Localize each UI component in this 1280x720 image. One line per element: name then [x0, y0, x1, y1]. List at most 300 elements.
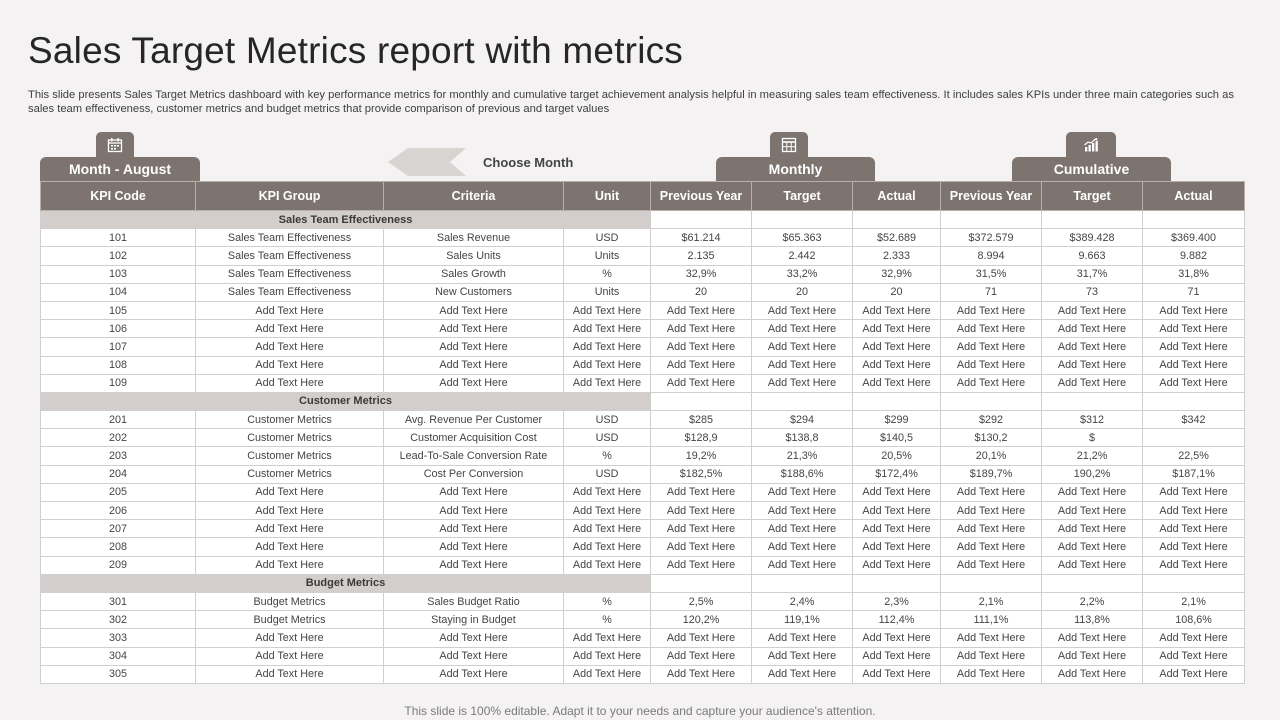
col-header-monthly-target: Target [752, 182, 853, 211]
table-cell: Add Text Here [196, 338, 384, 356]
table-cell: $372.579 [941, 229, 1042, 247]
table-body [41, 211, 1245, 684]
table-cell: Add Text Here [1143, 520, 1245, 538]
table-cell: Sales Team Effectiveness [196, 265, 384, 283]
table-cell: Budget Metrics [196, 592, 384, 610]
section-row [41, 574, 1245, 592]
table-cell: Add Text Here [1143, 665, 1245, 683]
table-cell: Add Text Here [853, 629, 941, 647]
table-cell: Add Text Here [853, 374, 941, 392]
table-cell: Add Text Here [384, 538, 564, 556]
table-cell: Budget Metrics [196, 611, 384, 629]
table-cell: Add Text Here [1143, 647, 1245, 665]
section-empty-cell [651, 211, 752, 229]
table-cell: Add Text Here [941, 629, 1042, 647]
table-cell: $138,8 [752, 429, 853, 447]
section-label: Customer Metrics [41, 392, 651, 410]
table-cell: Add Text Here [384, 556, 564, 574]
table-cell: 304 [41, 647, 196, 665]
table-cell: $130,2 [941, 429, 1042, 447]
table-cell: 31,5% [941, 265, 1042, 283]
table-cell: 207 [41, 520, 196, 538]
table-cell: 2.333 [853, 247, 941, 265]
table-cell: $187,1% [1143, 465, 1245, 483]
section-empty-cell [853, 574, 941, 592]
table-cell: Sales Units [384, 247, 564, 265]
table-row [41, 483, 1245, 501]
table-cell: Add Text Here [853, 502, 941, 520]
table-cell: 106 [41, 320, 196, 338]
table-cell: 105 [41, 301, 196, 319]
table-cell: $189,7% [941, 465, 1042, 483]
tab-cumulative[interactable]: Cumulative [1012, 157, 1171, 181]
table-cell: Add Text Here [1042, 502, 1143, 520]
table-cell: Add Text Here [651, 338, 752, 356]
table-cell: 20,5% [853, 447, 941, 465]
table-cell: 205 [41, 483, 196, 501]
table-cell: 31,7% [1042, 265, 1143, 283]
section-empty-cell [752, 211, 853, 229]
table-row [41, 265, 1245, 283]
table-cell: % [564, 592, 651, 610]
table-cell: 302 [41, 611, 196, 629]
table-cell: Add Text Here [384, 374, 564, 392]
table-cell: $61.214 [651, 229, 752, 247]
table-row [41, 374, 1245, 392]
table-cell: Add Text Here [651, 629, 752, 647]
table-cell: Add Text Here [196, 556, 384, 574]
section-empty-cell [1042, 211, 1143, 229]
table-cell: 303 [41, 629, 196, 647]
table-cell: 103 [41, 265, 196, 283]
table-cell: 19,2% [651, 447, 752, 465]
table-row [41, 556, 1245, 574]
table-cell: Add Text Here [564, 356, 651, 374]
section-empty-cell [752, 574, 853, 592]
section-label: Sales Team Effectiveness [41, 211, 651, 229]
table-row [41, 629, 1245, 647]
table-cell: Sales Revenue [384, 229, 564, 247]
table-cell: Add Text Here [196, 647, 384, 665]
table-row [41, 356, 1245, 374]
col-header-kpi-group: KPI Group [196, 182, 384, 211]
table-cell: Add Text Here [651, 320, 752, 338]
table-cell: Add Text Here [941, 538, 1042, 556]
table-cell: Add Text Here [196, 301, 384, 319]
table-cell: Add Text Here [752, 483, 853, 501]
table-cell: Add Text Here [564, 629, 651, 647]
table-cell: Add Text Here [853, 301, 941, 319]
table-cell: Add Text Here [752, 647, 853, 665]
table-cell: USD [564, 465, 651, 483]
table-cell: $128,9 [651, 429, 752, 447]
table-cell: Add Text Here [651, 502, 752, 520]
table-cell: Add Text Here [853, 338, 941, 356]
table-cell: Add Text Here [651, 520, 752, 538]
table-cell: Add Text Here [196, 520, 384, 538]
table-cell: Add Text Here [1143, 301, 1245, 319]
table-cell: 201 [41, 411, 196, 429]
table-cell: Add Text Here [651, 556, 752, 574]
table-cell: Add Text Here [564, 665, 651, 683]
table-cell: Add Text Here [1042, 301, 1143, 319]
table-cell: Add Text Here [384, 483, 564, 501]
table-cell: 71 [1143, 283, 1245, 301]
table-cell: Add Text Here [1143, 629, 1245, 647]
table-cell: Add Text Here [1143, 538, 1245, 556]
table-cell: Sales Growth [384, 265, 564, 283]
table-cell: Add Text Here [196, 320, 384, 338]
table-cell: Add Text Here [1042, 629, 1143, 647]
table-cell: Units [564, 247, 651, 265]
table-cell: 21,2% [1042, 447, 1143, 465]
table-cell: 73 [1042, 283, 1143, 301]
table-cell: $ [1042, 429, 1143, 447]
table-cell: Add Text Here [564, 338, 651, 356]
section-empty-cell [1042, 574, 1143, 592]
table-cell: 20,1% [941, 447, 1042, 465]
table-cell: 2,2% [1042, 592, 1143, 610]
table-cell: Add Text Here [1042, 374, 1143, 392]
section-empty-cell [1042, 392, 1143, 410]
col-header-monthly-actual: Actual [853, 182, 941, 211]
table-cell: Add Text Here [384, 520, 564, 538]
table-row [41, 611, 1245, 629]
table-cell: Sales Team Effectiveness [196, 283, 384, 301]
table-cell: Add Text Here [1042, 483, 1143, 501]
section-row [41, 211, 1245, 229]
table-cell: 204 [41, 465, 196, 483]
table-cell: $389.428 [1042, 229, 1143, 247]
table-cell: New Customers [384, 283, 564, 301]
table-cell: 108 [41, 356, 196, 374]
calendar-grid-icon [770, 132, 808, 157]
section-empty-cell [941, 574, 1042, 592]
table-cell: 22,5% [1143, 447, 1245, 465]
table-cell: Add Text Here [752, 520, 853, 538]
table-cell: 2,4% [752, 592, 853, 610]
table-cell: Add Text Here [384, 338, 564, 356]
page-title: Sales Target Metrics report with metrics [28, 30, 684, 71]
table-cell: Sales Team Effectiveness [196, 229, 384, 247]
col-header-cumulative-previous-year: Previous Year [941, 182, 1042, 211]
table-cell: 32,9% [651, 265, 752, 283]
table-cell: Add Text Here [752, 301, 853, 319]
table-cell: Add Text Here [651, 374, 752, 392]
table-row [41, 520, 1245, 538]
table-row [41, 538, 1245, 556]
table-header-row [41, 182, 1245, 211]
table-cell: 109 [41, 374, 196, 392]
table-cell: Add Text Here [1143, 374, 1245, 392]
table-cell: Add Text Here [941, 374, 1042, 392]
table-cell: $140,5 [853, 429, 941, 447]
table-cell: Add Text Here [196, 665, 384, 683]
section-empty-cell [1143, 574, 1245, 592]
table-row [41, 665, 1245, 683]
table-cell: USD [564, 411, 651, 429]
table-cell: % [564, 611, 651, 629]
table-cell: 9.663 [1042, 247, 1143, 265]
table-cell: $292 [941, 411, 1042, 429]
table-cell: Add Text Here [651, 538, 752, 556]
table-cell: 208 [41, 538, 196, 556]
table-cell: Customer Acquisition Cost [384, 429, 564, 447]
col-header-cumulative-actual: Actual [1143, 182, 1245, 211]
table-cell: Add Text Here [564, 538, 651, 556]
section-label: Budget Metrics [41, 574, 651, 592]
table-cell: Add Text Here [196, 629, 384, 647]
table-cell: Add Text Here [651, 356, 752, 374]
table-cell: $312 [1042, 411, 1143, 429]
table-cell: $294 [752, 411, 853, 429]
table-cell: Customer Metrics [196, 411, 384, 429]
table-cell: Add Text Here [853, 483, 941, 501]
table-cell: Add Text Here [1143, 556, 1245, 574]
table-cell: 301 [41, 592, 196, 610]
table-cell: USD [564, 429, 651, 447]
table-row [41, 592, 1245, 610]
table-cell: Add Text Here [941, 483, 1042, 501]
section-empty-cell [941, 392, 1042, 410]
table-row [41, 247, 1245, 265]
table-cell: $299 [853, 411, 941, 429]
section-row [41, 392, 1245, 410]
table-cell: Cost Per Conversion [384, 465, 564, 483]
calendar-icon [96, 132, 134, 157]
table-cell: Add Text Here [651, 665, 752, 683]
table-cell: Add Text Here [941, 356, 1042, 374]
table-cell: Add Text Here [196, 502, 384, 520]
table-cell: Customer Metrics [196, 465, 384, 483]
table-cell: Units [564, 283, 651, 301]
table-cell: Add Text Here [941, 520, 1042, 538]
table-cell: 190,2% [1042, 465, 1143, 483]
table-cell: Customer Metrics [196, 447, 384, 465]
table-cell: 2,5% [651, 592, 752, 610]
table-cell: 305 [41, 665, 196, 683]
table-cell: 8.994 [941, 247, 1042, 265]
table-cell: Add Text Here [1042, 647, 1143, 665]
table-cell: Add Text Here [564, 502, 651, 520]
col-header-cumulative-target: Target [1042, 182, 1143, 211]
table-row [41, 229, 1245, 247]
table-cell: Add Text Here [941, 338, 1042, 356]
table-cell: Add Text Here [1042, 538, 1143, 556]
table-cell: Add Text Here [752, 556, 853, 574]
table-cell: Add Text Here [564, 520, 651, 538]
footer-note: This slide is 100% editable. Adapt it to your needs and capture your audience's attention. [404, 704, 876, 718]
table-cell: $342 [1143, 411, 1245, 429]
table-row [41, 502, 1245, 520]
table-cell: Add Text Here [752, 356, 853, 374]
table-cell: 206 [41, 502, 196, 520]
table-cell: Add Text Here [853, 320, 941, 338]
table-cell: Add Text Here [752, 374, 853, 392]
table-cell: Add Text Here [941, 556, 1042, 574]
table-cell: 20 [752, 283, 853, 301]
table-cell: Add Text Here [752, 320, 853, 338]
section-empty-cell [651, 574, 752, 592]
table-cell: Lead-To-Sale Conversion Rate [384, 447, 564, 465]
table-cell: Add Text Here [853, 556, 941, 574]
table-cell: % [564, 265, 651, 283]
table-cell: 20 [853, 283, 941, 301]
table-cell: Add Text Here [853, 665, 941, 683]
table-row [41, 465, 1245, 483]
table-cell: Add Text Here [196, 538, 384, 556]
table-cell: 2,1% [941, 592, 1042, 610]
table-cell: Add Text Here [384, 502, 564, 520]
tab-month-august[interactable]: Month - August [40, 157, 200, 181]
table-cell: Customer Metrics [196, 429, 384, 447]
table-cell: Add Text Here [941, 647, 1042, 665]
table-cell: 107 [41, 338, 196, 356]
table-cell: Add Text Here [196, 356, 384, 374]
section-empty-cell [853, 211, 941, 229]
table-cell: Add Text Here [651, 647, 752, 665]
table-cell: 32,9% [853, 265, 941, 283]
table-cell: Add Text Here [941, 301, 1042, 319]
table-row [41, 320, 1245, 338]
table-cell: $172,4% [853, 465, 941, 483]
table-cell: Add Text Here [1143, 356, 1245, 374]
table-cell: % [564, 447, 651, 465]
table-cell: 2.442 [752, 247, 853, 265]
section-empty-cell [752, 392, 853, 410]
table-cell: Add Text Here [752, 502, 853, 520]
table-row [41, 411, 1245, 429]
table-cell: Add Text Here [564, 647, 651, 665]
table-cell: Add Text Here [384, 665, 564, 683]
table-cell: Sales Budget Ratio [384, 592, 564, 610]
table-row [41, 447, 1245, 465]
table-cell: 31,8% [1143, 265, 1245, 283]
table-cell: Add Text Here [853, 647, 941, 665]
table-cell: 2,1% [1143, 592, 1245, 610]
table-cell: Sales Team Effectiveness [196, 247, 384, 265]
table-row [41, 429, 1245, 447]
table-cell: $369.400 [1143, 229, 1245, 247]
table-cell: 101 [41, 229, 196, 247]
table-cell: Add Text Here [752, 338, 853, 356]
table-cell: 120,2% [651, 611, 752, 629]
table-cell: Add Text Here [1143, 502, 1245, 520]
table-cell: 203 [41, 447, 196, 465]
table-cell: 202 [41, 429, 196, 447]
table-row [41, 283, 1245, 301]
table-cell: Add Text Here [196, 483, 384, 501]
table-row [41, 338, 1245, 356]
kpi-table [40, 181, 1245, 684]
col-header-unit: Unit [564, 182, 651, 211]
table-cell: Add Text Here [853, 520, 941, 538]
table-cell: Add Text Here [941, 502, 1042, 520]
table-cell: 209 [41, 556, 196, 574]
table-cell: Add Text Here [384, 356, 564, 374]
table-cell: Add Text Here [1143, 483, 1245, 501]
table-cell: Add Text Here [752, 538, 853, 556]
tab-monthly[interactable]: Monthly [716, 157, 875, 181]
table-cell: Add Text Here [1042, 665, 1143, 683]
table-cell: Add Text Here [651, 301, 752, 319]
table-cell: 2,3% [853, 592, 941, 610]
table-cell: Add Text Here [384, 320, 564, 338]
section-empty-cell [941, 211, 1042, 229]
section-empty-cell [1143, 392, 1245, 410]
table-cell: Add Text Here [651, 483, 752, 501]
table-cell: Add Text Here [1042, 556, 1143, 574]
table-cell: Staying in Budget [384, 611, 564, 629]
table-cell: Add Text Here [752, 629, 853, 647]
table-cell: 102 [41, 247, 196, 265]
section-empty-cell [1143, 211, 1245, 229]
table-cell: Add Text Here [1042, 356, 1143, 374]
table-cell: Add Text Here [853, 356, 941, 374]
table-cell: Add Text Here [1143, 338, 1245, 356]
table-cell: Add Text Here [196, 374, 384, 392]
table-cell: Add Text Here [564, 320, 651, 338]
table-cell: 112,4% [853, 611, 941, 629]
table-cell: Add Text Here [853, 538, 941, 556]
table-cell: Add Text Here [1143, 320, 1245, 338]
table-cell: 21,3% [752, 447, 853, 465]
choose-month-label[interactable]: Choose Month [483, 155, 574, 170]
table-cell: Avg. Revenue Per Customer [384, 411, 564, 429]
table-cell: Add Text Here [564, 556, 651, 574]
table-row [41, 647, 1245, 665]
table-cell: Add Text Here [384, 301, 564, 319]
table-cell: 108,6% [1143, 611, 1245, 629]
section-empty-cell [853, 392, 941, 410]
table-cell: Add Text Here [1042, 520, 1143, 538]
table-cell: $65.363 [752, 229, 853, 247]
table-cell: $182,5% [651, 465, 752, 483]
table-cell: 104 [41, 283, 196, 301]
table-cell: Add Text Here [564, 301, 651, 319]
table-cell: Add Text Here [384, 647, 564, 665]
table-cell: 111,1% [941, 611, 1042, 629]
table-cell: 119,1% [752, 611, 853, 629]
table-cell: 2.135 [651, 247, 752, 265]
table-cell: 9.882 [1143, 247, 1245, 265]
table-cell: 33,2% [752, 265, 853, 283]
section-empty-cell [651, 392, 752, 410]
table-cell: Add Text Here [564, 374, 651, 392]
growth-chart-icon [1066, 132, 1116, 157]
table-cell [1143, 429, 1245, 447]
col-header-criteria: Criteria [384, 182, 564, 211]
col-header-monthly-previous-year: Previous Year [651, 182, 752, 211]
table-cell: USD [564, 229, 651, 247]
table-cell: $52.689 [853, 229, 941, 247]
table-cell: Add Text Here [752, 665, 853, 683]
table-cell: 71 [941, 283, 1042, 301]
table-cell: $285 [651, 411, 752, 429]
table-cell: Add Text Here [384, 629, 564, 647]
table-cell: 113,8% [1042, 611, 1143, 629]
left-arrow-icon[interactable] [388, 148, 466, 176]
table-cell: Add Text Here [941, 665, 1042, 683]
table-cell: Add Text Here [564, 483, 651, 501]
table-cell: $188,6% [752, 465, 853, 483]
table-cell: Add Text Here [941, 320, 1042, 338]
table-cell: Add Text Here [1042, 320, 1143, 338]
col-header-kpi-code: KPI Code [41, 182, 196, 211]
table-cell: Add Text Here [1042, 338, 1143, 356]
table-row [41, 301, 1245, 319]
page-description: This slide presents Sales Target Metrics dashboard with key performance metrics for monthly and cumulative target achievement analysis helpful in measuring sales team effectiveness. It includes sales KPIs under three main categories such as sales team effectiveness, customer metrics and budget metrics that provide comparison of previous and target values [28, 89, 1234, 115]
